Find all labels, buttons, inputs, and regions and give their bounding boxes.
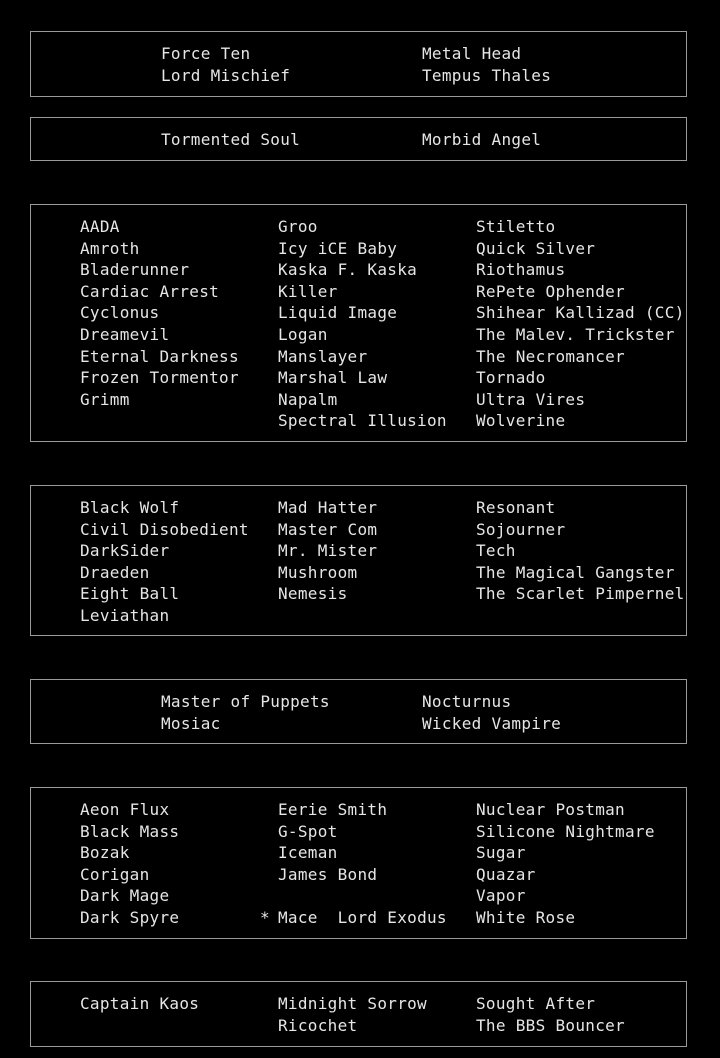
name-entry: Leviathan bbox=[80, 605, 170, 625]
name-box-2 bbox=[30, 117, 687, 161]
name-column-2 bbox=[278, 216, 447, 432]
name-entry: Tempus Thales bbox=[422, 65, 552, 85]
name-entry: White Rose bbox=[476, 907, 576, 927]
name-column-1 bbox=[80, 216, 239, 410]
name-entry: Silicone Nightmare bbox=[476, 821, 655, 841]
name-entry: Corigan bbox=[80, 864, 150, 884]
name-entry: Spectral Illusion bbox=[278, 411, 447, 431]
name-entry: Marshal Law bbox=[278, 368, 388, 388]
name-box-3 bbox=[30, 204, 687, 442]
name-entry: Force Ten bbox=[161, 44, 251, 63]
name-entry: Frozen Tormentor bbox=[80, 368, 239, 388]
name-column-2 bbox=[260, 799, 447, 929]
name-box-4 bbox=[30, 485, 687, 636]
name-column-1 bbox=[80, 993, 199, 1015]
name-entry: Wolverine bbox=[476, 411, 566, 431]
name-box-6 bbox=[30, 787, 687, 939]
name-entry: Killer bbox=[278, 281, 338, 301]
name-entry: Nuclear Postman bbox=[476, 800, 625, 819]
name-entry: Icy iCE Baby bbox=[278, 238, 398, 258]
name-entry: Sugar bbox=[476, 843, 526, 863]
asterisk-marker-icon: * bbox=[260, 907, 270, 927]
name-entry: Nemesis bbox=[278, 584, 348, 604]
name-entry: The Malev. Trickster bbox=[476, 324, 675, 344]
name-entry: Iceman bbox=[278, 843, 338, 863]
name-column-3 bbox=[476, 799, 655, 929]
name-entry: Riothamus bbox=[476, 260, 566, 280]
name-column-1 bbox=[161, 43, 290, 86]
name-entry: Black Mass bbox=[80, 821, 180, 841]
name-entry: Ultra Vires bbox=[476, 389, 586, 409]
name-entry: Sought After bbox=[476, 994, 596, 1013]
name-column-1 bbox=[161, 129, 300, 151]
name-entry: Napalm bbox=[278, 389, 338, 409]
name-entry: DarkSider bbox=[80, 541, 170, 561]
name-entry: Aeon Flux bbox=[80, 800, 170, 819]
name-entry: Black Wolf bbox=[80, 498, 180, 517]
name-entry: Mad Hatter bbox=[278, 498, 378, 517]
name-entry: Tornado bbox=[476, 368, 546, 388]
name-box-1 bbox=[30, 31, 687, 97]
name-entry: Cyclonus bbox=[80, 303, 160, 323]
name-entry: Eternal Darkness bbox=[80, 346, 239, 366]
name-column-1 bbox=[80, 497, 249, 627]
name-entry: Bladerunner bbox=[80, 260, 190, 280]
name-entry: Grimm bbox=[80, 389, 130, 409]
name-entry: Stiletto bbox=[476, 217, 556, 236]
name-entry: Tormented Soul bbox=[161, 130, 301, 149]
name-entry: Mace bbox=[278, 907, 318, 927]
name-box-7 bbox=[30, 981, 687, 1047]
name-entry: Ricochet bbox=[278, 1015, 358, 1035]
name-entry: RePete Ophender bbox=[476, 281, 625, 301]
name-entry-label: Lord Exodus bbox=[337, 907, 447, 927]
name-entry: Master Com bbox=[278, 519, 378, 539]
name-entry: Captain Kaos bbox=[80, 994, 200, 1013]
name-entry: Dark Mage bbox=[80, 886, 170, 906]
name-column-2 bbox=[422, 43, 551, 86]
name-entry: Wicked Vampire bbox=[422, 713, 562, 733]
name-entry: Kaska F. Kaska bbox=[278, 260, 418, 280]
name-entry: Manslayer bbox=[278, 346, 368, 366]
name-column-3 bbox=[476, 216, 685, 432]
name-entry: Quazar bbox=[476, 864, 536, 884]
name-column-3 bbox=[476, 497, 685, 605]
name-entry: Liquid Image bbox=[278, 303, 398, 323]
name-entry: Shihear Kallizad (CC) bbox=[476, 303, 685, 323]
name-entry: Metal Head bbox=[422, 44, 522, 63]
name-entry: Eerie Smith bbox=[278, 800, 388, 819]
name-entry: Sojourner bbox=[476, 519, 566, 539]
name-entry: Logan bbox=[278, 324, 328, 344]
name-entry: Morbid Angel bbox=[422, 130, 542, 149]
name-entry: The Necromancer bbox=[476, 346, 625, 366]
name-entry: Draeden bbox=[80, 562, 150, 582]
name-entry: The Scarlet Pimpernel bbox=[476, 584, 685, 604]
name-entry: Vapor bbox=[476, 886, 526, 906]
name-entry: Civil Disobedient bbox=[80, 519, 249, 539]
name-entry: Amroth bbox=[80, 238, 140, 258]
name-entry: The Magical Gangster bbox=[476, 562, 675, 582]
name-entry: Mosiac bbox=[161, 713, 221, 733]
name-column-3 bbox=[476, 993, 625, 1036]
name-entry: Quick Silver bbox=[476, 238, 596, 258]
name-entry: Eight Ball bbox=[80, 584, 180, 604]
name-entry: Dreamevil bbox=[80, 324, 170, 344]
name-entry: Resonant bbox=[476, 498, 556, 517]
name-entry: Cardiac Arrest bbox=[80, 281, 220, 301]
name-entry: Dark Spyre bbox=[80, 907, 180, 927]
name-entry: AADA bbox=[80, 217, 120, 236]
name-column-2 bbox=[422, 129, 541, 151]
name-entry: The BBS Bouncer bbox=[476, 1015, 625, 1035]
name-entry: Lord Mischief bbox=[161, 65, 291, 85]
name-entry: Mushroom bbox=[278, 562, 358, 582]
name-box-5 bbox=[30, 679, 687, 744]
name-entry: Master of Puppets bbox=[161, 692, 330, 711]
name-column-1 bbox=[161, 691, 330, 734]
name-column-1 bbox=[80, 799, 179, 929]
name-column-2 bbox=[278, 993, 427, 1036]
name-entry: James Bond bbox=[278, 864, 378, 884]
name-entry: Tech bbox=[476, 541, 516, 561]
name-column-2 bbox=[278, 497, 377, 605]
name-entry: Nocturnus bbox=[422, 692, 512, 711]
name-entry: Midnight Sorrow bbox=[278, 994, 427, 1013]
name-entry: Groo bbox=[278, 217, 318, 236]
name-entry: Mr. Mister bbox=[278, 541, 378, 561]
name-entry: G-Spot bbox=[278, 821, 338, 841]
name-entry: Bozak bbox=[80, 843, 130, 863]
name-column-2 bbox=[422, 691, 561, 734]
